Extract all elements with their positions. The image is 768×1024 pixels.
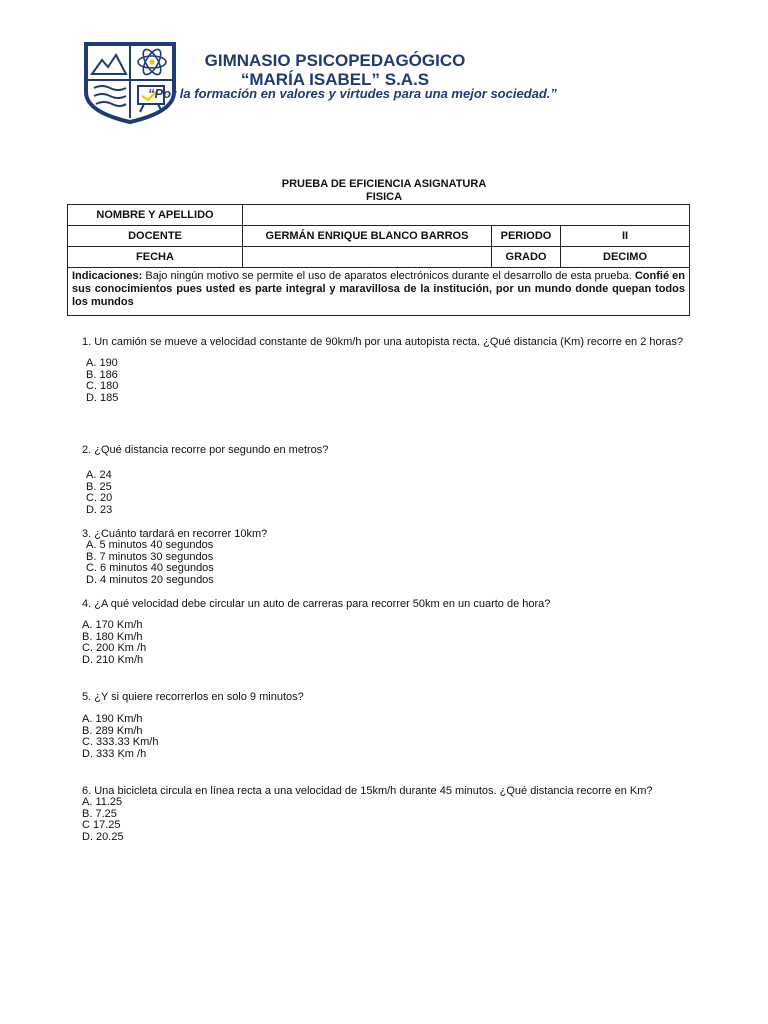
- question-stem: 6. Una bicicleta circula en línea recta a una velocidad de 15km/h durante 45 minutos. ¿Qué distancia recorre en Km?: [82, 785, 653, 797]
- indications-bold-text: Confié en sus conocimientos pues usted es parte integral y maravillosa de la institución, por un mundo donde quepan todos los mundos: [72, 270, 685, 308]
- question-stem: 2. ¿Qué distancia recorre por segundo en metros?: [82, 444, 329, 456]
- option-a[interactable]: A. 5 minutos 40 segundos: [86, 539, 214, 551]
- question-2: [82, 444, 700, 516]
- indications-row: [68, 268, 690, 316]
- question-stem: 1. Un camión se mueve a velocidad constante de 90km/h por una autopista recta. ¿Qué distancia (Km) recorre en 2 horas?: [82, 336, 684, 348]
- options-list: [86, 540, 700, 586]
- option-a[interactable]: A. 190: [86, 357, 118, 369]
- option-c[interactable]: C. 180: [86, 380, 119, 392]
- grade-value: DECIMO: [561, 247, 690, 268]
- option-b[interactable]: B. 180 Km/h: [82, 630, 143, 643]
- question-1: [82, 336, 700, 404]
- option-d[interactable]: D. 4 minutos 20 segundos: [86, 573, 214, 586]
- option-a[interactable]: A. 170 Km/h: [82, 619, 143, 631]
- option-d[interactable]: D. 23: [86, 503, 113, 516]
- option-b[interactable]: B. 289 Km/h: [82, 724, 143, 737]
- option-a[interactable]: A. 24: [86, 469, 112, 481]
- student-info-table: [67, 204, 690, 316]
- teacher-row: [68, 226, 690, 247]
- options-list: [82, 620, 700, 666]
- grade-label: GRADO: [492, 247, 561, 268]
- period-value: II: [561, 226, 690, 247]
- school-motto: “Por la formación en valores y virtudes para una mejor sociedad.”: [148, 86, 557, 101]
- indications-label: Indicaciones:: [72, 270, 143, 282]
- exam-title: PRUEBA DE EFICIENCIA ASIGNATURA: [281, 178, 487, 190]
- question-6: [82, 785, 700, 843]
- question-3: [82, 528, 700, 586]
- name-row: [68, 205, 690, 226]
- exam-subject: FISICA: [365, 191, 403, 203]
- option-b[interactable]: B. 7.25: [82, 807, 117, 820]
- option-d[interactable]: D. 210 Km/h: [82, 653, 144, 666]
- question-stem: 5. ¿Y si quiere recorrerlos en solo 9 minutos?: [82, 691, 304, 703]
- shield-crest-icon: [80, 40, 180, 124]
- indications-text: Bajo ningún motivo se permite el uso de aparatos electrónicos durante el desarrollo de esta prueba.: [142, 270, 635, 282]
- date-label: FECHA: [68, 247, 243, 268]
- date-row: [68, 247, 690, 268]
- option-c[interactable]: C. 200 Km /h: [82, 642, 147, 654]
- option-c[interactable]: C. 333.33 Km/h: [82, 736, 159, 748]
- options-list: [82, 714, 700, 760]
- option-d[interactable]: D. 185: [86, 391, 119, 404]
- school-name-line2: “MARÍA ISABEL” S.A.S: [240, 70, 430, 89]
- option-b[interactable]: B. 25: [86, 480, 112, 493]
- teacher-label: DOCENTE: [68, 226, 243, 247]
- teacher-value: GERMÁN ENRIQUE BLANCO BARROS: [243, 226, 492, 247]
- option-d[interactable]: D. 20.25: [82, 830, 124, 843]
- option-a[interactable]: A. 190 Km/h: [82, 713, 143, 725]
- option-b[interactable]: B. 186: [86, 368, 118, 381]
- school-name-line1: GIMNASIO PSICOPEDAGÓGICO: [204, 51, 466, 70]
- option-b[interactable]: B. 7 minutos 30 segundos: [86, 550, 214, 563]
- question-stem: 4. ¿A qué velocidad debe circular un auto de carreras para recorrer 50km en un cuarto de hora?: [82, 598, 551, 610]
- option-d[interactable]: D. 333 Km /h: [82, 747, 147, 760]
- indications-cell: [68, 268, 690, 316]
- options-list: [86, 470, 700, 516]
- date-field[interactable]: [243, 247, 492, 268]
- name-label: NOMBRE Y APELLIDO: [68, 205, 243, 226]
- option-c[interactable]: C. 20: [86, 492, 113, 504]
- question-4: [82, 598, 700, 666]
- question-stem: 3. ¿Cuánto tardará en recorrer 10km?: [82, 528, 268, 540]
- period-label: PERIODO: [492, 226, 561, 247]
- school-logo: [80, 40, 180, 124]
- option-c[interactable]: C. 6 minutos 40 segundos: [86, 562, 214, 574]
- option-a[interactable]: A. 11.25: [82, 796, 123, 808]
- question-5: [82, 691, 700, 760]
- options-list: [86, 358, 700, 404]
- options-list: [82, 797, 700, 843]
- name-field[interactable]: [243, 205, 690, 226]
- option-c[interactable]: C 17.25: [82, 819, 121, 831]
